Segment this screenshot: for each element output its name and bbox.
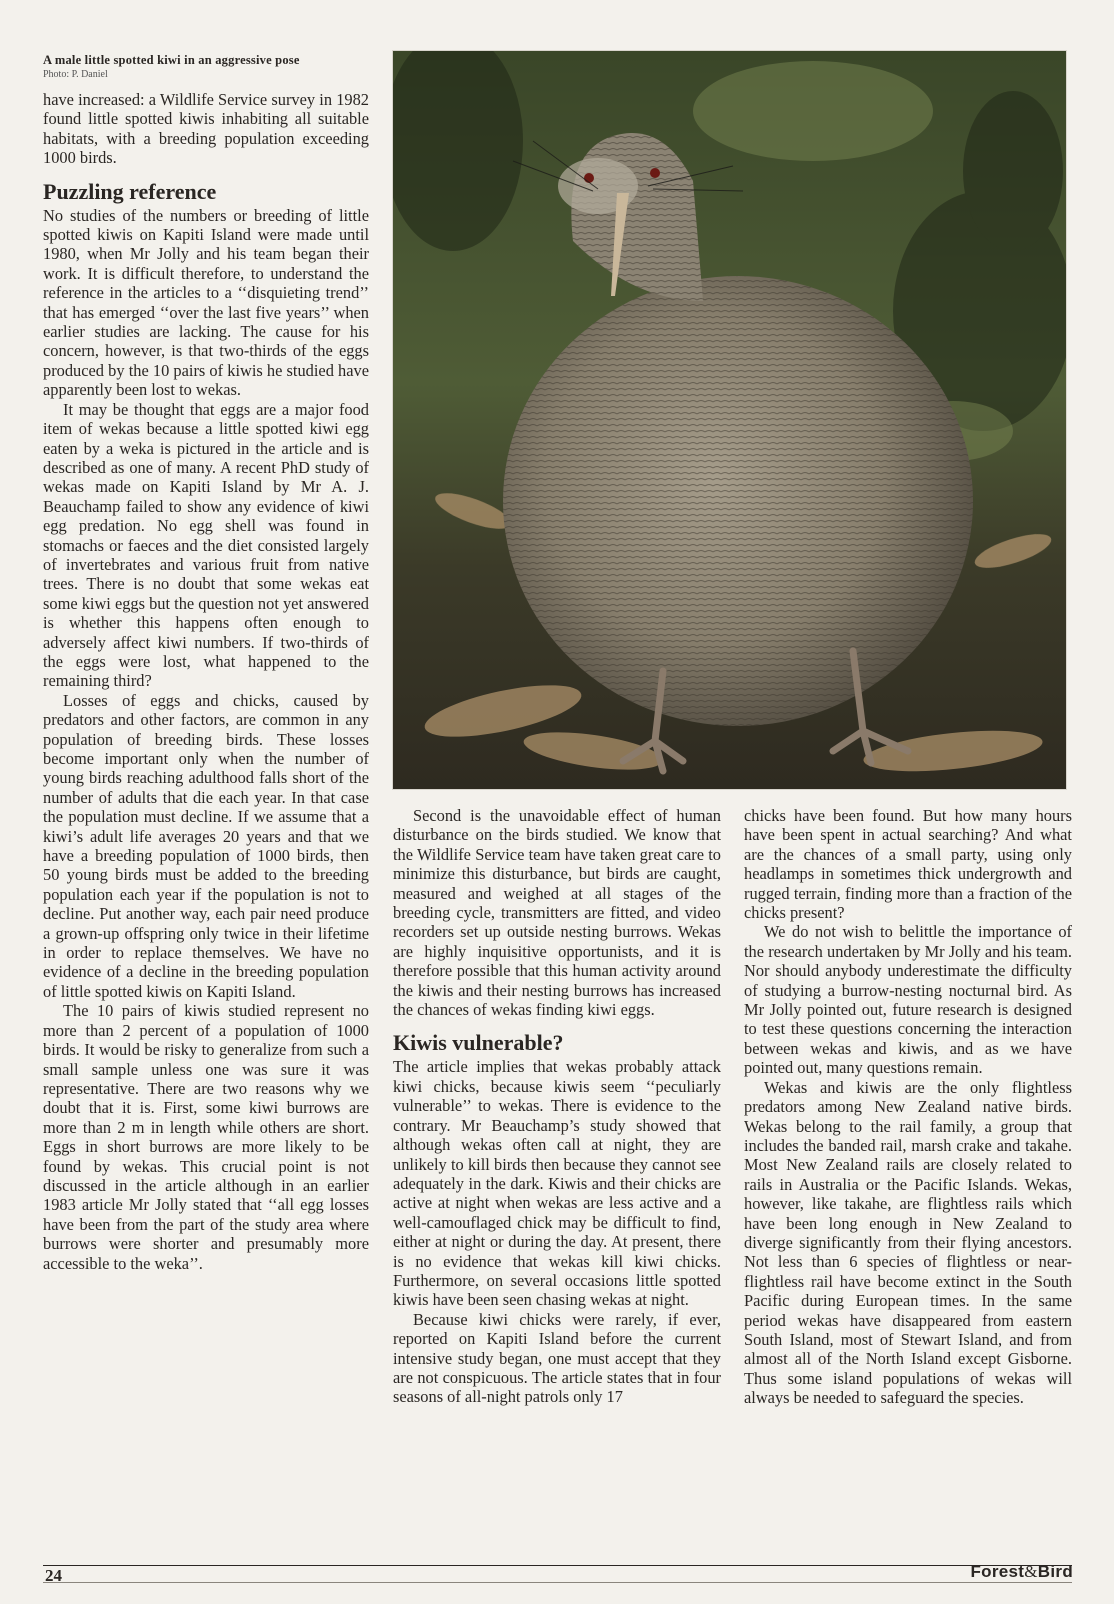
paragraph: Because kiwi chicks were rarely, if ever, reported on Kapiti Island before the current intensive study began, one must accept that they are not conspicuous. The article states that in four seasons of all-night patrols only 17 xyxy=(393,1309,721,1407)
section-heading: Puzzling reference xyxy=(43,178,217,204)
text-column-2 xyxy=(393,806,721,1407)
footer-rule-lower xyxy=(43,1582,1072,1583)
paragraph: No studies of the numbers or breeding of little spotted kiwis on Kapiti Island were made until 1980, when Mr Jolly and his team began their work. It is difficult therefore, to understand the reference in the articles to a ‘‘disquieting trend’’ that has emerged ‘‘over the last five years’’ when earlier studies are lacking. The cause for his concern, however, is that two-thirds of the eggs produced by the 10 pairs of kiwis he studied have apparently been lost to wekas. xyxy=(43,205,369,400)
paragraph: have increased: a Wildlife Service survey in 1982 found little spotted kiwis inhabiting all suitable habitats, with a breeding population exceeding 1000 birds. xyxy=(43,90,369,168)
paragraph: It may be thought that eggs are a major food item of wekas because a little spotted kiwi egg eaten by a weka is pictured in the article and is described as one of many. A recent PhD study of wekas made on Kapiti Island by Mr A. J. Beauchamp failed to show any evidence of kiwi egg predation. No egg shell was found in stomachs or faeces and the diet consisted largely of invertebrates and various fruit from native trees. There is no doubt that some wekas eat some kiwi eggs but the question not yet answered is whether this happens often enough to adversely affect kiwi numbers. If two-thirds of the eggs were lost, what happened to the remaining third? xyxy=(43,399,369,691)
footer-rule xyxy=(43,1565,1072,1566)
paragraph: Losses of eggs and chicks, caused by predators and other factors, are common in any population of breeding birds. These losses become important only when the number of young birds reaching adulthood falls short of the number of adults that die each year. In that case the population must decline. If we assume that a kiwi’s adult life averages 20 years and that we have a breeding population of 1000 birds, then 50 young birds must be added to the breeding population each year if the population is not to decline. Put another way, each pair need produce a grown-up offspring only twice in their lifetime in order to replace themselves. We have no evidence of a decline in the breeding population of little spotted kiwis on Kapiti Island. xyxy=(43,690,369,1001)
section-heading: Kiwis vulnerable? xyxy=(393,1030,564,1056)
text-column-3 xyxy=(744,806,1072,1408)
paragraph: Second is the unavoidable effect of human disturbance on the birds studied. We know that the Wildlife Service team have taken great care to minimize this disturbance, but birds are caught, measured and weighed at all stages of the breeding cycle, transmitters are fitted, and video recorders set up outside nesting burrows. Wekas are highly inquisitive opportunists, and it is therefore possible that this human activity around the kiwis and their nesting burrows has increased the chances of wekas finding kiwi eggs. xyxy=(393,806,721,1020)
text-column-1 xyxy=(43,90,369,1273)
paragraph: The 10 pairs of kiwis studied represent no more than 2 percent of a population of 1000 birds. It would be risky to generalize from such a small sample unless one was sure it was representative. There are two reasons why we doubt that it is. First, some kiwi burrows are more than 2 m in length while others are short. Eggs in short burrows are more likely to be found by wekas. This crucial point is not discussed in the article although in an earlier 1983 article Mr Jolly stated that ‘‘all egg losses have been from the part of the study area where burrows were shorter and presumably more accessible to the weka’’. xyxy=(43,1001,369,1273)
paragraph: Wekas and kiwis are the only flightless predators among New Zealand native birds. Wekas belong to the rail family, a group that includes the banded rail, marsh crake and takahe. Most New Zealand rails are closely related to rails in Australia or the Pacific Islands. Wekas, however, like takahe, are flightless rails which have been long enough in New Zealand to diverge significantly from their flying ancestors. Not less than 6 species of flightless or near-flightless rail have become extinct in the South Pacific during European times. In the same period wekas have disappeared from eastern South Island, most of Stewart Island, and from almost all of the North Island except Gisborne. Thus some island populations of wekas will always be needed to safeguard the species. xyxy=(744,1077,1072,1408)
caption-title: A male little spotted kiwi in an aggressive pose xyxy=(43,53,300,67)
photo-caption xyxy=(43,52,373,81)
magazine-name-part1: Forest xyxy=(970,1562,1025,1581)
magazine-name-part2: Bird xyxy=(1037,1562,1073,1581)
magazine-name xyxy=(971,1562,1074,1582)
magazine-name-amp: & xyxy=(1024,1562,1038,1581)
paragraph: The article implies that wekas probably attack kiwi chicks, because kiwis seem ‘‘peculiarly vulnerable’’ to wekas. There is evidence to the contrary. Mr Beauchamp’s study showed that although wekas often call at night, they are unlikely to kill birds then because they cannot see adequately in the dark. Kiwis and their chicks are active at night when wekas are less active and a well-camouflaged chick may be difficult to find, either at night or during the day. At present, there is no evidence that wekas kill kiwi chicks. Furthermore, on several occasions little spotted kiwis have been seen chasing wekas at night. xyxy=(393,1057,721,1310)
paragraph: chicks have been found. But how many hours have been spent in actual searching? And what are the chances of a small party, using only headlamps in sometimes thick undergrowth and rugged terrain, finding more than a fraction of the chicks present? xyxy=(744,806,1072,923)
page-number: 24 xyxy=(45,1566,62,1585)
paragraph: We do not wish to belittle the importance of the research undertaken by Mr Jolly and his team. Nor should anybody underestimate the difficulty of studying a burrow-nesting nocturnal bird. As Mr Jolly pointed out, future research is designed to test these questions concerning the interaction between wekas and kiwis, and as we have pointed out, many questions remain. xyxy=(744,922,1072,1078)
photo-credit: Photo: P. Daniel xyxy=(43,69,108,80)
kiwi-photo xyxy=(392,50,1067,790)
kiwi-illustration xyxy=(393,51,1066,789)
